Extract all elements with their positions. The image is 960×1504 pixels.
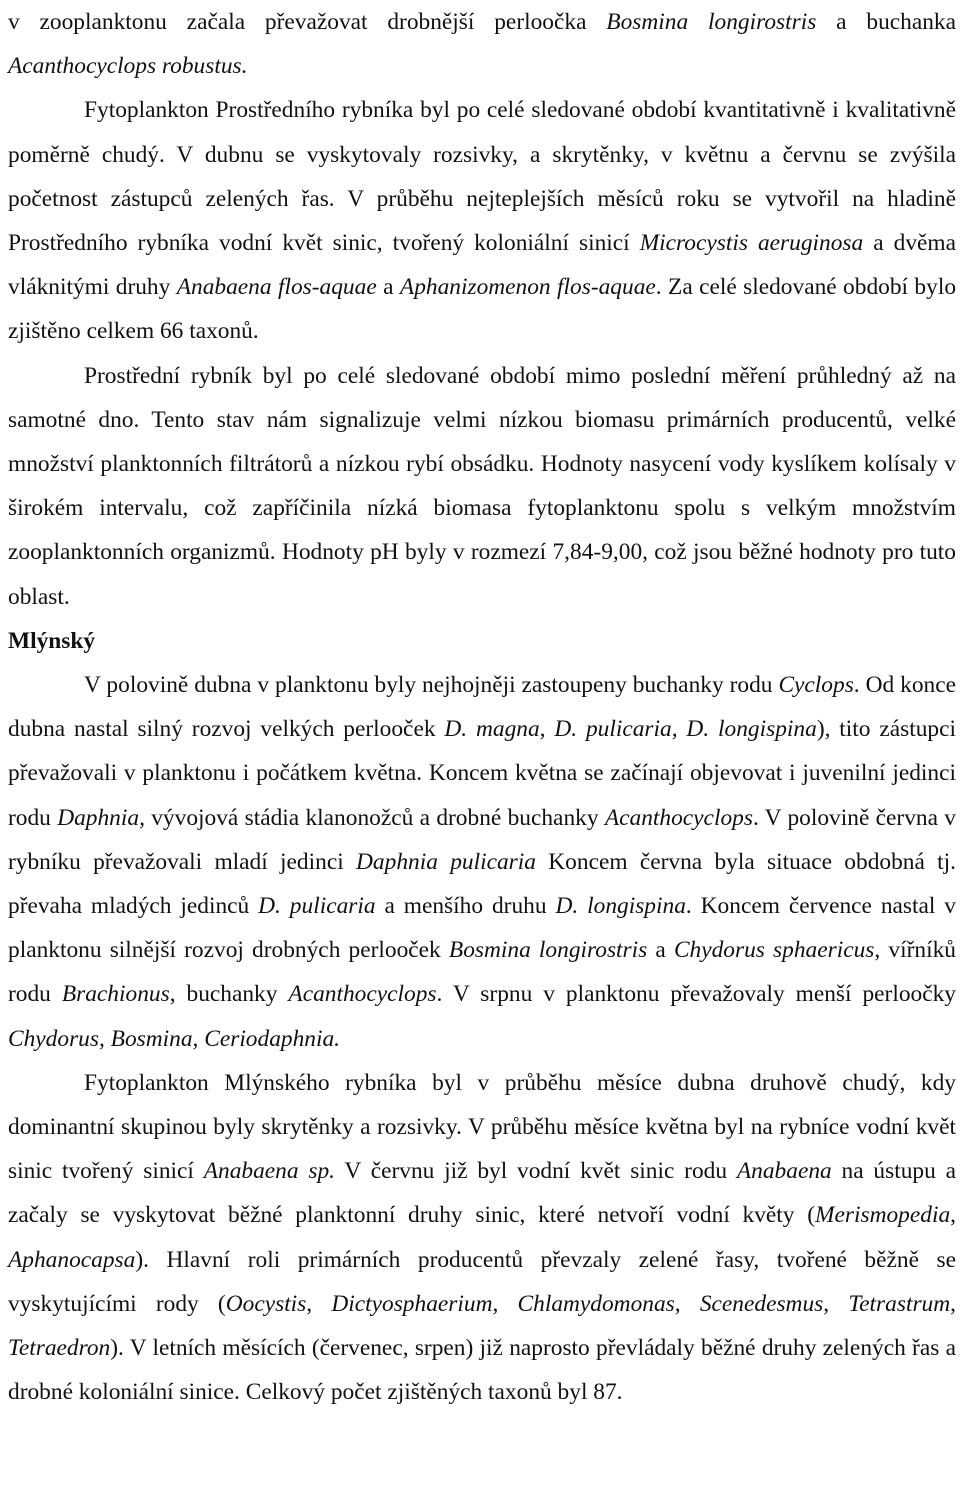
taxon-name: Acanthocyclops (604, 804, 753, 831)
body-paragraph (8, 354, 956, 619)
text-run: Mlýnský (8, 627, 96, 654)
body-paragraph (8, 88, 956, 353)
text-run: a buchanka (816, 9, 956, 35)
taxon-name: Anabaena sp. (203, 1158, 336, 1185)
text-run: . Za celé sledované období bylo zjištěno celkem 66 taxonů. (8, 274, 957, 345)
taxon-name: Aphanizomenon flos-aquae (399, 274, 656, 301)
taxon-name: Dictyosphaerium (331, 1290, 493, 1317)
taxon-name: Aphanocapsa (8, 1246, 136, 1273)
text-run: V polovině dubna v planktonu byly nejhojněji zastoupeny buchanky rodu (84, 672, 779, 699)
text-run: Koncem června byla situace obdobná tj. převaha mladých jedinců (8, 848, 957, 920)
taxon-name: D. pulicaria (258, 893, 376, 920)
taxon-name: Tetraedron (8, 1335, 111, 1362)
taxon-name: Anabaena (736, 1158, 832, 1185)
document-page (8, 0, 956, 1415)
text-run: a dvěma vláknitými druhy (8, 230, 956, 301)
taxon-name: D. magna, D. pulicaria, D. longispina (444, 716, 817, 743)
taxon-name: Chydorus, Bosmina, Ceriodaphnia. (8, 1025, 341, 1052)
taxon-name: Daphnia pulicaria (356, 848, 536, 875)
text-run: Fytoplankton Mlýnského rybníka byl v průběhu měsíce dubna druhově chudý, kdy dominantní skupinou byly skrytěnky a rozsivky. V průběhu měsíce května byl na rybníce vodní květ sinic tvořený sinicí (8, 1069, 956, 1185)
taxon-name: Acanthocyclops robustus. (8, 53, 248, 80)
taxon-name: Scenedesmus (699, 1290, 824, 1317)
text-run: ). V letních měsících (červenec, srpen) již naprosto převládaly běžné druhy zelených řas a drobné koloniální sinice. Celkový počet zjištěných taxonů byl 87. (8, 1335, 956, 1406)
text-run: , (950, 1202, 956, 1229)
text-run: Prostřední rybník byl po celé sledované období mimo poslední měření průhledný až na samotné dno. Tento stav nám signalizuje velmi nízkou biomasu primárních producentů, velké množství planktonních filtrátorů a nízkou rybí obsádku. Hodnoty nasycení vody kyslíkem kolísaly v širokém intervalu, což zapříčinila nízká biomasa fytoplanktonu spolu s velkým množstvím zooplanktonních organizmů. Hodnoty pH byly v rozmezí 7,84-9,00, což jsou běžné hodnoty pro tuto oblast. (8, 362, 956, 610)
text-run: , (823, 1290, 849, 1317)
text-run: a (376, 274, 400, 301)
section-heading (8, 619, 956, 663)
text-run: V červnu již byl vodní květ sinic rodu (335, 1158, 737, 1185)
taxon-name: Merismopedia (815, 1202, 951, 1229)
body-paragraph (8, 1061, 956, 1415)
taxon-name: Microcystis aeruginosa (639, 230, 864, 257)
taxon-name: Chydorus sphaericus (673, 937, 875, 964)
taxon-name: D. longispina (555, 893, 686, 920)
taxon-name: Oocystis (225, 1290, 307, 1317)
text-run: . V polovině června v rybníku převažovali mladí jedinci (8, 804, 956, 875)
text-run: , (674, 1290, 700, 1317)
text-run: a (647, 937, 674, 964)
text-run: , buchanky (169, 981, 289, 1008)
text-run: ). Hlavní roli primárních producentů převzaly zelené řasy, tvořené běžně se vyskytujícími rody ( (8, 1246, 956, 1317)
text-run: Fytoplankton Prostředního rybníka byl po celé sledované období kvantitativně i kvalitativně poměrně chudý. V dubnu se vyskytovaly rozsivky, a skrytěnky, v květnu a červnu se zvýšila početnost zástupců zelených řas. V průběhu nejteplejších měsíců roku se vytvořil na hladině Prostředního rybníka vodní květ sinic, tvořený koloniální sinicí (8, 97, 956, 257)
text-run: , (950, 1290, 957, 1317)
text-run: , (492, 1290, 518, 1317)
body-paragraph (8, 0, 956, 88)
taxon-name: Brachionus (61, 981, 170, 1008)
text-run: . Od konce dubna nastal silný rozvoj velkých perlooček (8, 672, 956, 743)
text-run: v zooplanktonu začala převažovat drobnější perloočka (8, 9, 607, 35)
text-run: , vířníků rodu (8, 937, 956, 1008)
body-paragraph (8, 663, 956, 1061)
taxon-name: Daphnia, (57, 804, 145, 831)
text-run: . V srpnu v planktonu převažovaly menší perloočky (436, 981, 956, 1008)
taxon-name: Bosmina longirostris (448, 937, 648, 964)
taxon-name: Chlamydomonas (517, 1290, 675, 1317)
taxon-name: Anabaena flos-aquae (176, 274, 377, 301)
text-run: vývojová stádia klanonožců a drobné buchanky (144, 804, 605, 831)
taxon-name: Tetrastrum (848, 1290, 951, 1317)
text-run: a menšího druhu (375, 893, 556, 920)
text-run: na ústupu a začaly se vyskytovat běžné planktonní druhy sinic, které netvoří vodní květy ( (8, 1158, 956, 1229)
taxon-name: Bosmina longirostris (606, 9, 817, 35)
taxon-name: Cyclops (778, 672, 854, 699)
text-run: ), tito zástupci převažovali v planktonu i počátkem května. Koncem května se začínají objevovat i juvenilní jedinci rodu (8, 716, 956, 831)
text-run: , (306, 1290, 332, 1317)
taxon-name: Acanthocyclops (288, 981, 437, 1008)
text-run: . Koncem července nastal v planktonu silnější rozvoj drobných perlooček (8, 893, 956, 964)
